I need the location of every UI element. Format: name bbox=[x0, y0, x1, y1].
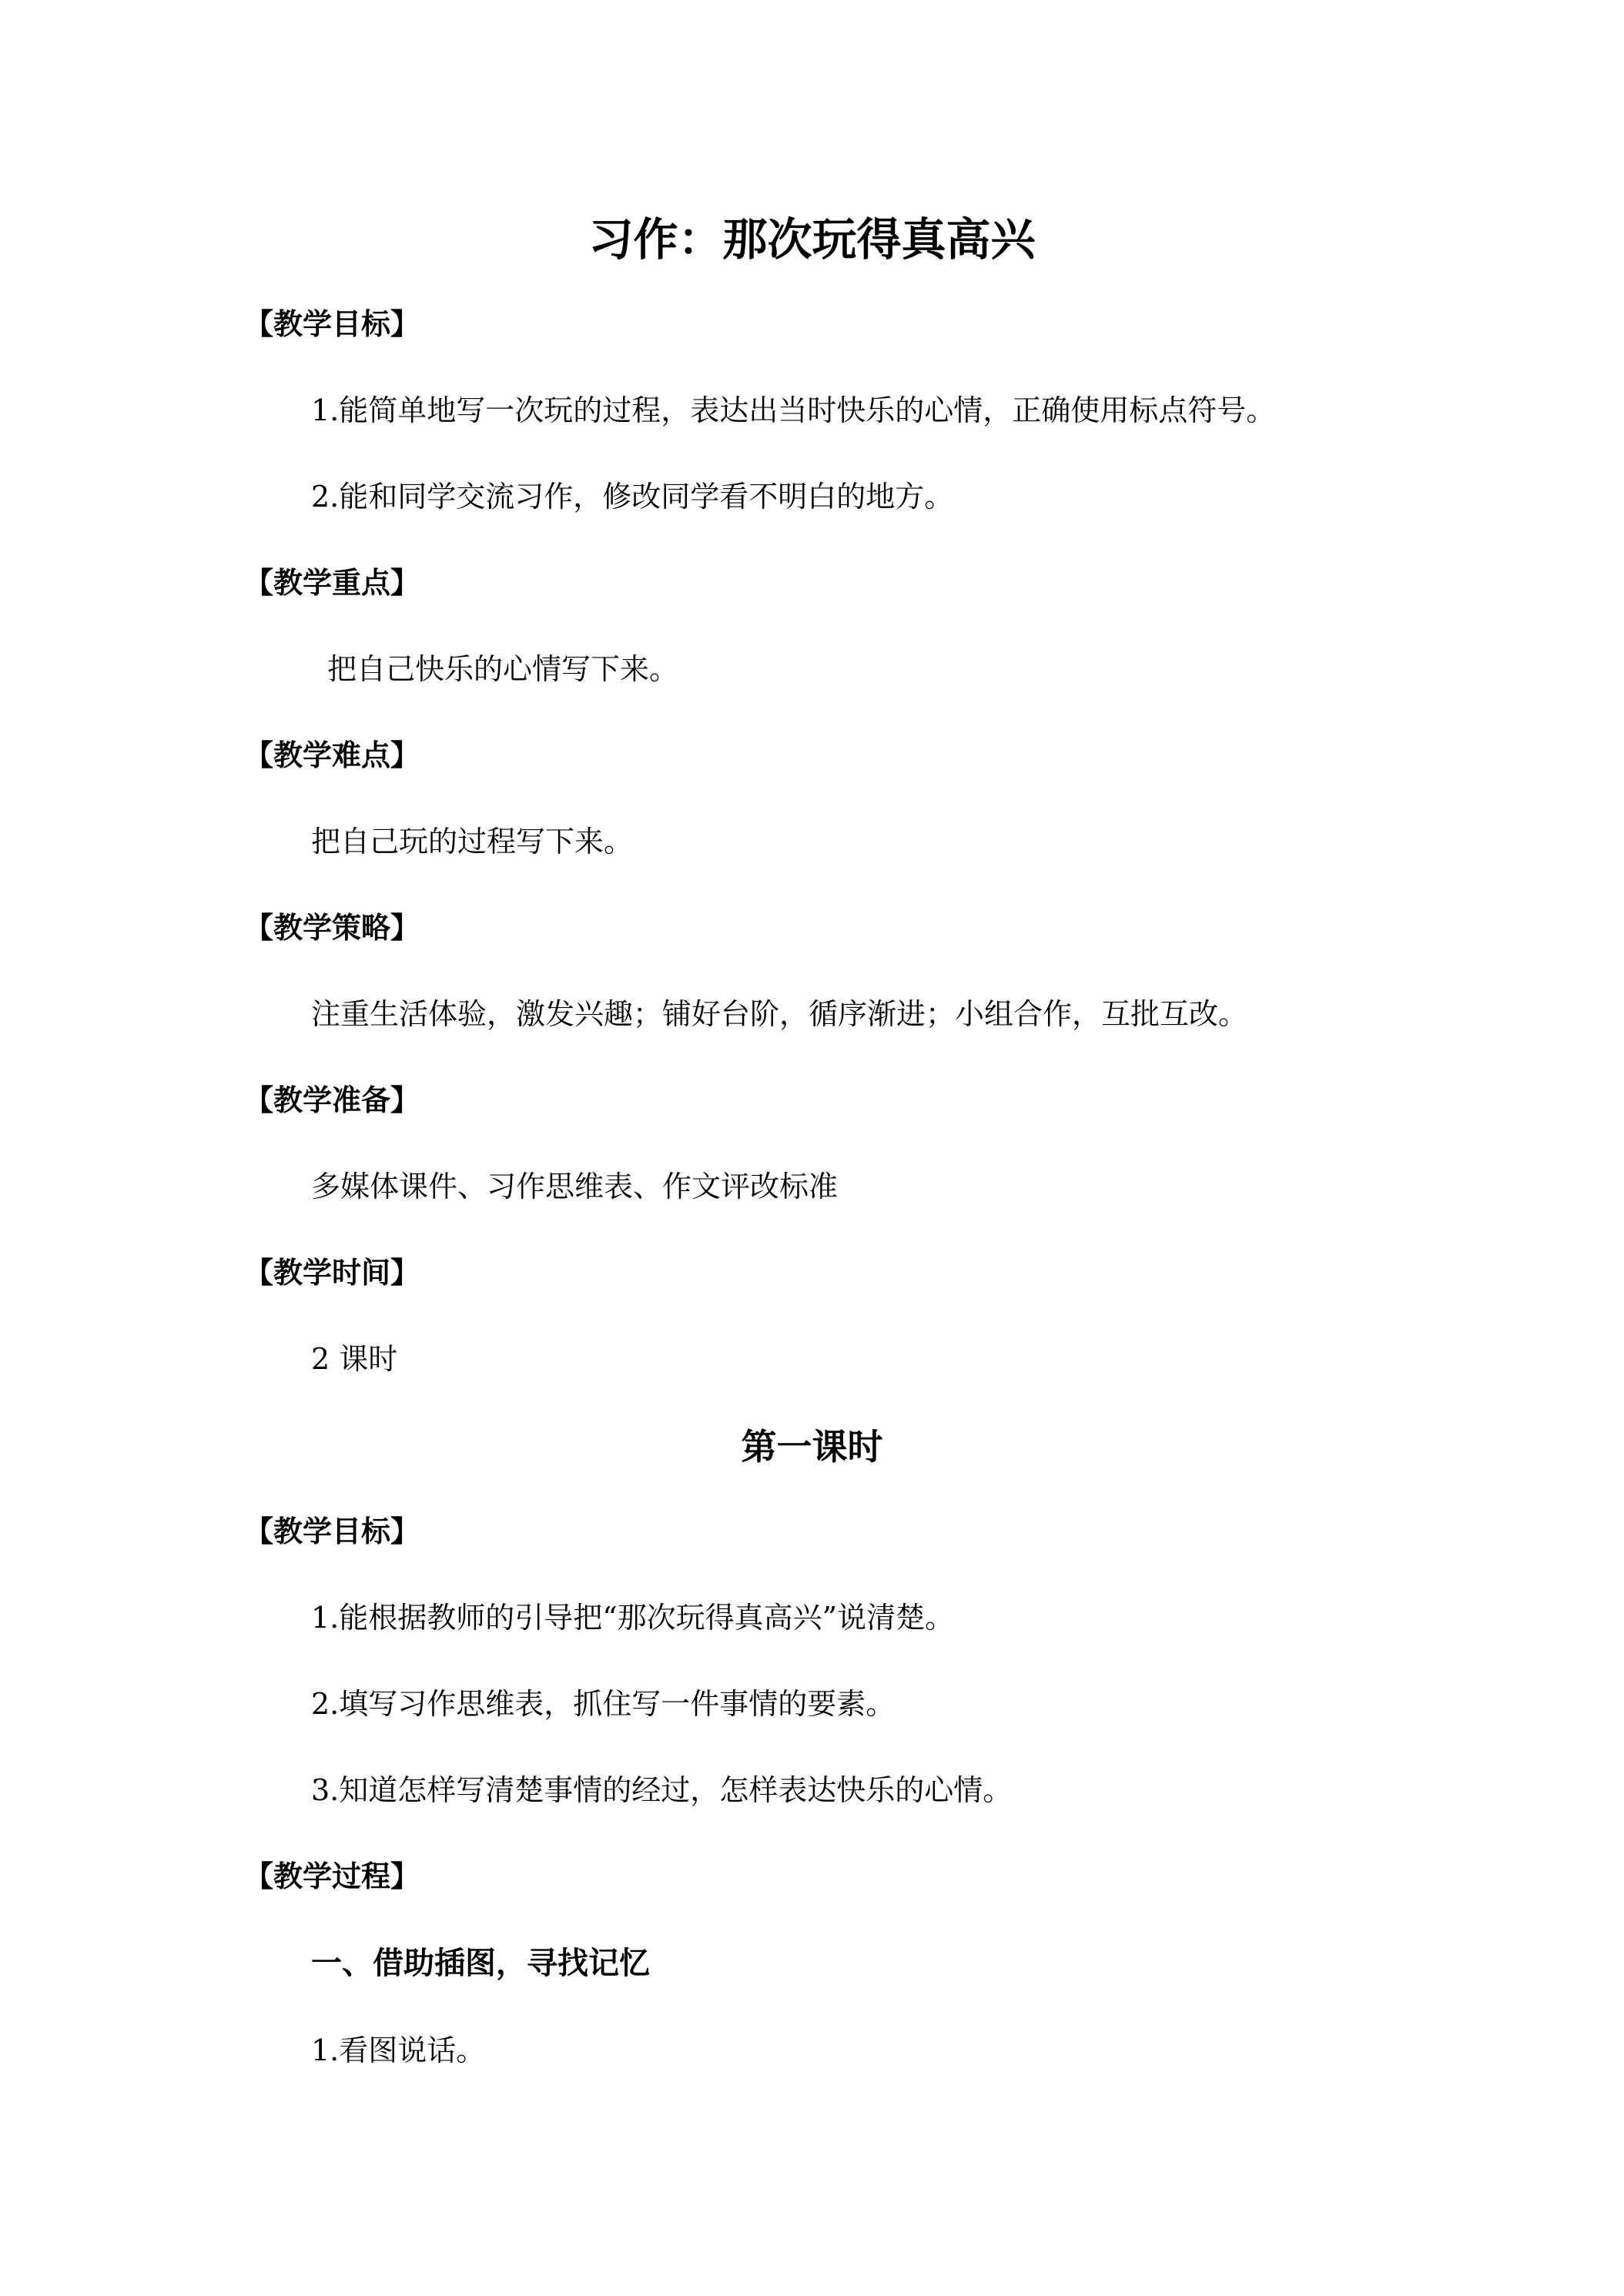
time-heading: 【教学时间】 bbox=[244, 1256, 420, 1290]
strategy-text: 注重生活体验，激发兴趣；铺好台阶，循序渐进；小组合作，互批互改。 bbox=[311, 997, 1248, 1031]
objective-item-1: 1.能简单地写一次玩的过程，表达出当时快乐的心情，正确使用标点符号。 bbox=[311, 393, 1276, 427]
preparation-heading: 【教学准备】 bbox=[244, 1083, 420, 1117]
objectives-heading: 【教学目标】 bbox=[244, 307, 420, 341]
process-heading: 【教学过程】 bbox=[244, 1859, 420, 1893]
lesson1-objective-item-1: 1.能根据教师的引导把“那次玩得真高兴”说清楚。 bbox=[311, 1601, 955, 1635]
step1-heading: 一、借助插图，寻找记忆 bbox=[311, 1946, 650, 1981]
document-title: 习作：那次玩得真高兴 bbox=[588, 213, 1036, 266]
lesson1-title: 第一课时 bbox=[741, 1426, 883, 1468]
key-points-text: 把自己快乐的心情写下来。 bbox=[327, 652, 679, 686]
lesson1-objective-item-2: 2.填写习作思维表，抓住写一件事情的要素。 bbox=[311, 1687, 896, 1721]
key-points-heading: 【教学重点】 bbox=[244, 566, 420, 600]
objective-item-2: 2.能和同学交流习作，修改同学看不明白的地方。 bbox=[311, 480, 954, 514]
difficulties-text: 把自己玩的过程写下来。 bbox=[311, 825, 634, 858]
strategy-heading: 【教学策略】 bbox=[244, 911, 420, 945]
time-text: 2 课时 bbox=[311, 1342, 398, 1376]
step1-item-1: 1.看图说话。 bbox=[311, 2033, 486, 2067]
lesson1-objective-item-3: 3.知道怎样写清楚事情的经过，怎样表达快乐的心情。 bbox=[311, 1773, 1013, 1807]
preparation-text: 多媒体课件、习作思维表、作文评改标准 bbox=[311, 1170, 839, 1203]
difficulties-heading: 【教学难点】 bbox=[244, 738, 420, 772]
lesson1-objectives-heading: 【教学目标】 bbox=[244, 1514, 420, 1548]
